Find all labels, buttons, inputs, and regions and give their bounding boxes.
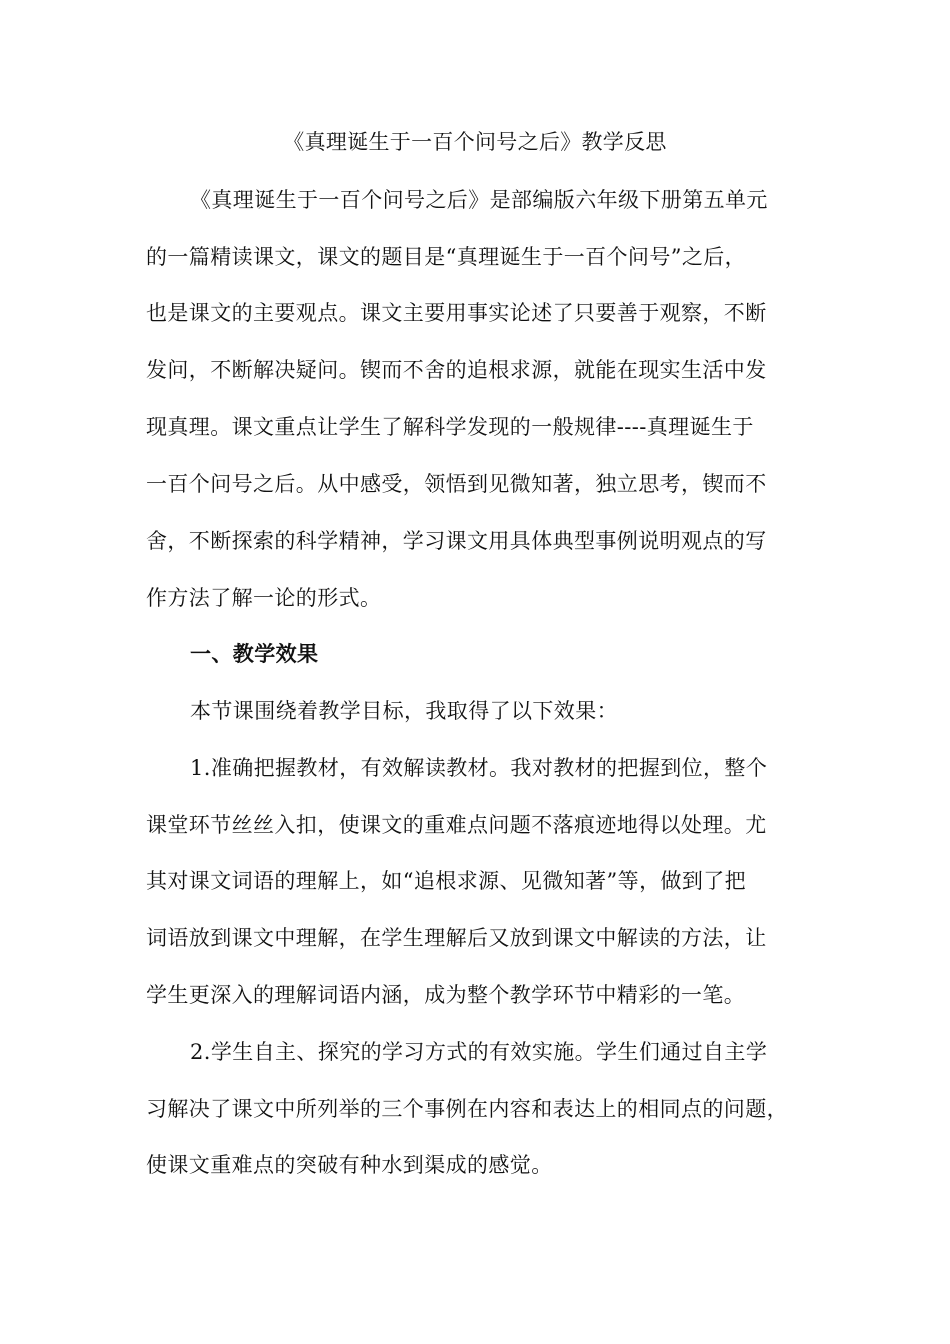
intro-line: 一百个问号之后。从中感受，领悟到见微知著，独立思考，锲而不: [146, 472, 767, 496]
point1-line: 学生更深入的理解词语内涵，成为整个教学环节中精彩的一笔。: [146, 983, 746, 1007]
intro-line: 也是课文的主要观点。课文主要用事实论述了只要善于观察，不断: [146, 301, 767, 325]
point1-line: 其对课文词语的理解上，如“追根求源、见微知著”等，做到了把: [146, 869, 747, 893]
intro-line: 的一篇精读课文，课文的题目是“真理诞生于一百个问号”之后，: [146, 245, 747, 269]
section-heading: 一、教学效果: [190, 641, 319, 666]
point2-line: 2.学生自主、探究的学习方式的有效实施。学生们通过自主学: [190, 1040, 768, 1064]
intro-line: 舍，不断探索的科学精神，学习课文用具体典型事例说明观点的写: [146, 529, 767, 553]
document-title: 《真理诞生于一百个问号之后》教学反思: [283, 130, 667, 154]
intro-line: 发问，不断解决疑问。锲而不舍的追根求源，就能在现实生活中发: [146, 358, 767, 382]
section-intro: 本节课围绕着教学目标，我取得了以下效果：: [190, 699, 618, 723]
point2-line: 习解决了课文中所列举的三个事例在内容和表达上的相同点的问题，: [146, 1097, 788, 1121]
point1-line: 课堂环节丝丝入扣，使课文的重难点问题不落痕迹地得以处理。尤: [146, 813, 767, 837]
point1-line: 1.准确把握教材，有效解读教材。我对教材的把握到位，整个: [190, 756, 768, 780]
intro-line: 作方法了解一论的形式。: [146, 586, 382, 610]
intro-line: 现真理。课文重点让学生了解科学发现的一般规律----真理诞生于: [146, 415, 754, 439]
point2-line: 使课文重难点的突破有种水到渠成的感觉。: [146, 1153, 553, 1177]
intro-line: 《真理诞生于一百个问号之后》是部编版六年级下册第五单元: [190, 188, 768, 212]
point1-line: 词语放到课文中理解，在学生理解后又放到课文中解读的方法，让: [146, 926, 767, 950]
